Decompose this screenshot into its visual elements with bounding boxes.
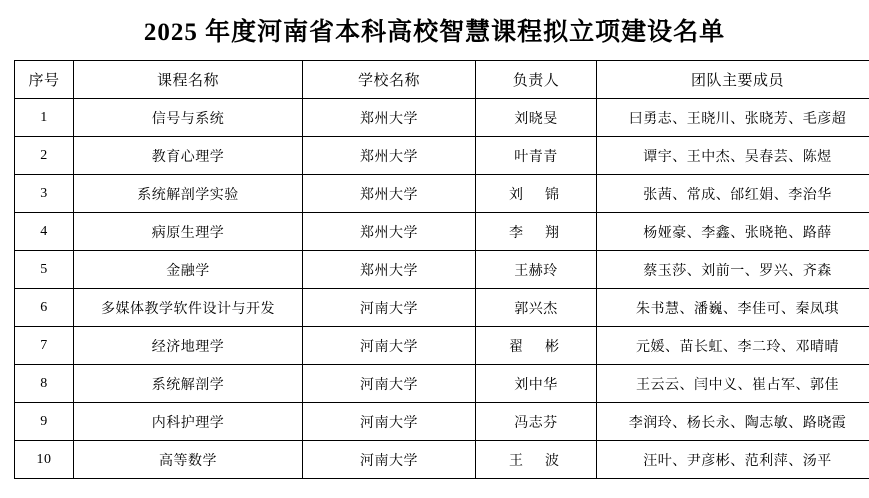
cell-no: 10 [15,441,74,479]
table-row [15,175,869,213]
cell-leader: 刘 锦 [476,175,597,213]
table-container [0,60,869,479]
table-row [15,403,869,441]
cell-course: 病原生理学 [74,213,303,251]
cell-leader: 王 波 [476,441,597,479]
column-header-members: 团队主要成员 [597,61,869,99]
cell-leader: 刘晓旻 [476,99,597,137]
cell-leader: 翟 彬 [476,327,597,365]
cell-course: 信号与系统 [74,99,303,137]
cell-school: 郑州大学 [303,137,476,175]
cell-members: 王云云、闫中义、崔占军、郭佳 [597,365,869,403]
cell-members: 朱书慧、潘巍、李佳可、秦凤琪 [597,289,869,327]
cell-leader: 刘中华 [476,365,597,403]
cell-no: 9 [15,403,74,441]
cell-members: 蔡玉莎、刘前一、罗兴、齐森 [597,251,869,289]
table-row [15,441,869,479]
table-row [15,327,869,365]
cell-school: 河南大学 [303,289,476,327]
cell-no: 3 [15,175,74,213]
cell-school: 河南大学 [303,365,476,403]
table-row [15,99,869,137]
cell-course: 教育心理学 [74,137,303,175]
cell-course: 内科护理学 [74,403,303,441]
cell-members: 曰勇志、王晓川、张晓芳、毛彦超 [597,99,869,137]
cell-school: 河南大学 [303,403,476,441]
table-row [15,137,869,175]
column-header-course: 课程名称 [74,61,303,99]
cell-course: 经济地理学 [74,327,303,365]
cell-leader: 李 翔 [476,213,597,251]
cell-leader: 冯志芬 [476,403,597,441]
cell-members: 李润玲、杨长永、陶志敏、路晓霞 [597,403,869,441]
cell-course: 金融学 [74,251,303,289]
cell-course: 多媒体教学软件设计与开发 [74,289,303,327]
cell-school: 郑州大学 [303,213,476,251]
cell-course: 系统解剖学 [74,365,303,403]
column-header-no: 序号 [15,61,74,99]
cell-leader: 叶青青 [476,137,597,175]
cell-no: 6 [15,289,74,327]
cell-leader: 王赫玲 [476,251,597,289]
table-header-row [15,61,869,99]
table-row [15,213,869,251]
cell-members: 张茜、常成、邰红娟、李治华 [597,175,869,213]
table-row [15,251,869,289]
cell-no: 1 [15,99,74,137]
course-list-table [14,60,869,479]
cell-members: 元媛、苗长虹、李二玲、邓晴晴 [597,327,869,365]
cell-school: 河南大学 [303,327,476,365]
cell-school: 河南大学 [303,441,476,479]
page-title: 2025 年度河南省本科高校智慧课程拟立项建设名单 [143,19,726,46]
cell-members: 汪叶、尹彦彬、范利萍、汤平 [597,441,869,479]
cell-no: 4 [15,213,74,251]
column-header-leader: 负责人 [476,61,597,99]
cell-no: 7 [15,327,74,365]
table-row [15,365,869,403]
cell-school: 郑州大学 [303,175,476,213]
table-body [15,99,869,479]
cell-school: 郑州大学 [303,251,476,289]
table-header [15,61,869,99]
cell-course: 高等数学 [74,441,303,479]
cell-no: 8 [15,365,74,403]
column-header-school: 学校名称 [303,61,476,99]
cell-school: 郑州大学 [303,99,476,137]
cell-no: 5 [15,251,74,289]
cell-members: 谭宇、王中杰、吴春芸、陈煜 [597,137,869,175]
cell-leader: 郭兴杰 [476,289,597,327]
cell-course: 系统解剖学实验 [74,175,303,213]
cell-members: 杨娅豪、李鑫、张晓艳、路薛 [597,213,869,251]
cell-no: 2 [15,137,74,175]
table-row [15,289,869,327]
